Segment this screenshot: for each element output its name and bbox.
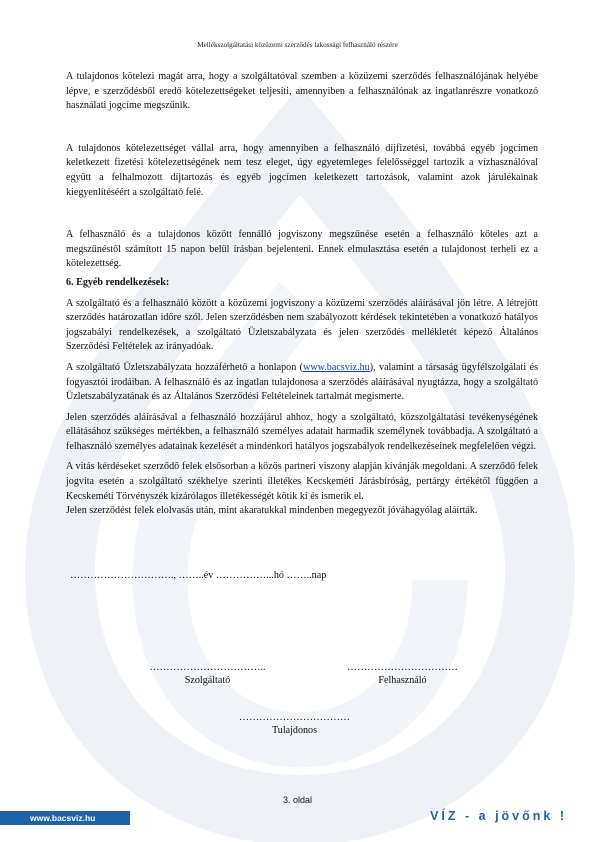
signature-line: ……………………………: [346, 662, 459, 673]
paragraph-dispute: A vitás kérdéseket szerződő felek elsősorban a közös partneri viszony alapján kívánják megoldani. A szerződő felek jogvita esetén a szolgáltató székhelye szerinti illetékes Kecskeméti Járásbíróság, pertárgy értékétől függően a Kecskeméti Törvényszék kizárólagos illetékességét kötik ki és ismerik el.: [66, 461, 538, 502]
user-signature: [330, 662, 475, 686]
date-line: …………………………., ……..év ……………...hó ……..nap: [70, 570, 327, 581]
footer-website-link[interactable]: www.bacsviz.hu: [0, 811, 130, 825]
paragraph-joint-liability: A tulajdonos kötelezettséget vállal arra, hogy amennyiben a felhasználó díjfizetési, továbbá egyéb jogcímen keletkezett fizetési kötelezettségének nem tesz eleget, úgy egyetemleges felelősséggel tartozik a vízhasználóval együtt a felhalmozott díjtartozás és egyéb jogcímen keletkezett tartozások, valamint azok járulékainak kiegyenlítéséért a szolgáltató felé.: [66, 142, 538, 198]
paragraph-owner-obligation: A tulajdonos kötelezi magát arra, hogy a szolgáltatóval szemben a közüzemi szerződés felhasználójának helyébe lépve, e szerződésből eredő kötelezettségeket teljesíti, amennyiben a felhasználónak az ingatlanrészre vonatkozó használati jogcíme megszűnik.: [66, 71, 538, 112]
paragraph-closing: Jelen szerződést felek elolvasás után, mint akaratukkal mindenben megegyezőt jóváhagyólag aláírták.: [66, 505, 478, 517]
paragraph-contract-formation: A szolgáltató és a felhasználó között a közüzemi jogviszony a közüzemi szerződés aláírásával jön létre. A létrejött szerződés határozatlan időre szól. Jelen szerződésben nem szabályozott kérdések tekintetében a vonatkozó hatályos jogszabályi rendelkezések, a szolgáltató Üzletszabályzata és jelen szerződés mellékletét képező Általános Szerződési Feltételek az irányadóak.: [66, 297, 538, 353]
website-link[interactable]: www.bacsviz.hu: [303, 361, 370, 373]
owner-signature: [222, 712, 367, 736]
page-number: 3. oldal: [282, 795, 313, 805]
footer-slogan: VÍZ - a jövőnk !: [430, 809, 567, 823]
section-heading: 6. Egyéb rendelkezések:: [66, 276, 170, 288]
signature-line: ……………………………: [238, 712, 351, 723]
document-body: [66, 70, 538, 519]
paragraph-termination-notice: A felhasználó és a tulajdonos között fennálló jogviszony megszűnése esetén a felhasználó köteles azt a megszűnéstől számított 15 napon belül írásban bejelenteni. Ennek elmulasztása esetén a tulajdonost terheli ez a kötelezettség.: [66, 229, 538, 270]
owner-label: Tulajdonos: [271, 725, 318, 736]
document-header: Mellékszolgáltatási közüzemi szerződés lakossági felhasználó részére: [197, 41, 398, 49]
provider-label: Szolgáltató: [184, 675, 231, 686]
provider-signature: [110, 662, 305, 686]
paragraph-business-rules: A szolgáltató Üzletszabályzata hozzáférhető a honlapon (www.bacsviz.hu), valamint a társaság ügyfélszolgálati és fogyasztói irodáiban. A felhasználó és az ingatlan tulajdonosa a szerződés aláírásával nyugtázza, hogy a szolgáltató Üzletszabályzatának és az Általános Szerződési Feltételeinek tartalmát megismerte.: [66, 361, 539, 403]
signature-line: ……………………………..: [149, 662, 266, 673]
user-label: Felhasználó: [378, 675, 427, 686]
paragraph-data-consent: Jelen szerződés aláírásával a felhasználó hozzájárul ahhoz, hogy a szolgáltató, közszolgáltatási tevékenységének ellátásához szükséges mértékben, a felhasználó személyes adatait harmadik személynek továbbadja. A szolgáltató a felhasználó személyes adatainak kezelését a mindenkori hatályos jogszabályok rendelkezéseinek megfelelően végzi.: [66, 411, 538, 452]
